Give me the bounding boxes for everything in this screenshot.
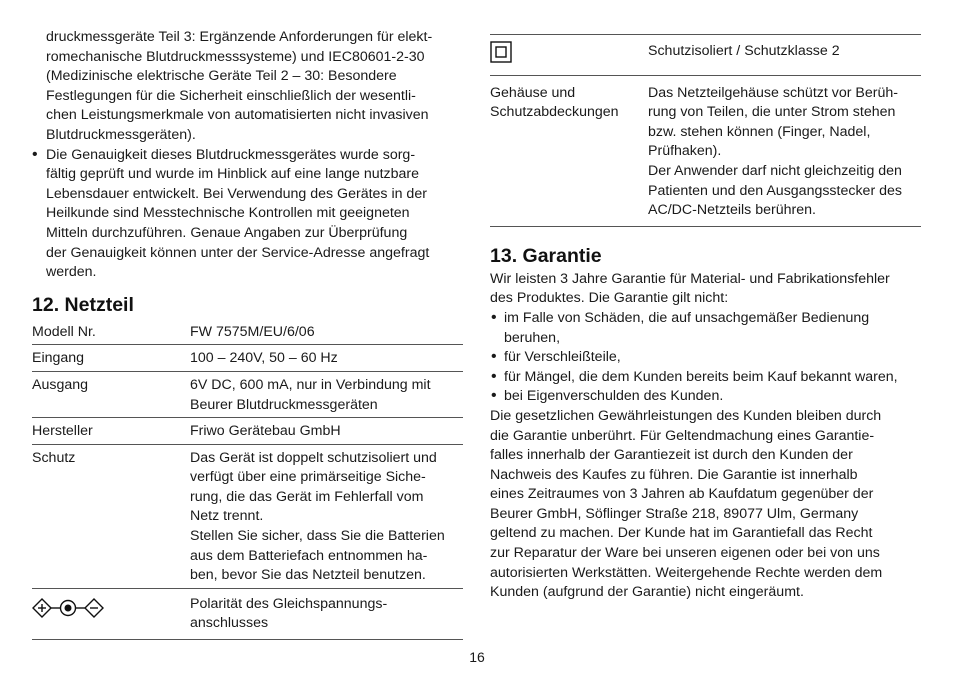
text-line: autorisierten Werkstätten. Weitergehende Rechte werden dem — [490, 564, 883, 581]
row-value — [648, 75, 921, 226]
text-line: der Genauigkeit können unter der Service-Adresse angefragt — [46, 244, 430, 261]
value-line: Polarität des Gleichspannungs- — [190, 595, 388, 612]
value-line: rung, die das Gerät im Fehlerfall vom — [190, 488, 424, 505]
table-row — [32, 418, 463, 445]
row-value — [190, 444, 463, 588]
text-line: geltend zu machen. Der Kunde hat im Garantiefall das Recht — [490, 525, 873, 542]
protection-table — [490, 34, 921, 227]
standards-continuation — [32, 0, 463, 146]
text-line: Wir leisten 3 Jahre Garantie für Material- und Fabrikationsfehler — [490, 270, 890, 287]
value-line: Das Netzteilgehäuse schützt vor Berüh- — [648, 84, 898, 101]
value-line: Patienten und den Ausgangsstecker des — [648, 182, 902, 199]
text-line: chen Leistungsmerkmale von automatisierten nicht invasiven — [46, 107, 429, 124]
value-line: ben, bevor Sie das Netzteil benutzen. — [190, 567, 426, 584]
text-line: fältig geprüft und wurde im Hinblick auf eine lange nutzbare — [46, 166, 420, 183]
text-line: falles innerhalb der Garantiezeit ist durch den Kunden der — [490, 447, 853, 464]
value-line: Der Anwender darf nicht gleichzeitig den — [648, 162, 902, 179]
row-label: Modell Nr. — [32, 319, 190, 345]
page-number: 16 — [469, 649, 485, 665]
text-line: eines Zeitraumes von 3 Jahren ab Kaufdatum gegenüber der — [490, 486, 874, 503]
row-label — [490, 75, 648, 226]
row-value — [190, 371, 463, 417]
text-line: • für Mängel, die dem Kunden bereits beim Kauf bekannt waren, — [504, 368, 898, 385]
value-line: 100 – 240V, 50 – 60 Hz — [190, 350, 338, 367]
warranty-paragraph — [490, 407, 921, 603]
text-line: romechanische Blutdruckmesssysteme) und IEC80601-2-30 — [46, 48, 425, 65]
row-label: Hersteller — [32, 418, 190, 445]
value-line: Prüfhaken). — [648, 143, 722, 160]
row-value — [190, 345, 463, 372]
value-line: Netz trennt. — [190, 508, 264, 525]
value-line: aus dem Batteriefach entnommen ha- — [190, 547, 428, 564]
accuracy-bullet — [32, 146, 463, 283]
text-line: • für Verschleißteile, — [504, 349, 621, 366]
value-line: Friwo Gerätebau GmbH — [190, 423, 341, 440]
row-value — [648, 35, 921, 76]
text-line: Festlegungen für die Sicherheit einschließlich der wesentli- — [46, 87, 416, 104]
dc-polarity-icon — [32, 597, 104, 619]
row-label: Eingang — [32, 345, 190, 372]
text-line: druckmessgeräte Teil 3: Ergänzende Anforderungen für elekt- — [46, 29, 433, 45]
text-line: die Garantie unberührt. Für Geltendmachung eines Garantie- — [490, 427, 875, 444]
warranty-bullet — [490, 348, 921, 368]
value-line: Schutzisoliert / Schutzklasse 2 — [648, 43, 840, 59]
left-column — [32, 0, 463, 640]
value-line: Stellen Sie sicher, dass Sie die Batterien — [190, 528, 445, 545]
value-line: Das Gerät ist doppelt schutzisoliert und — [190, 449, 437, 466]
table-row — [32, 588, 463, 639]
protection-class-2-icon — [490, 41, 512, 63]
table-row — [490, 75, 921, 226]
text-line: Lebensdauer entwickelt. Bei Verwendung des Gerätes in der — [46, 185, 427, 202]
text-line: • bei Eigenverschulden des Kunden. — [504, 388, 724, 405]
text-line: (Medizinische elektrische Geräte Teil 2 – 30: Besondere — [46, 68, 397, 85]
value-line: AC/DC-Netzteils berühren. — [648, 202, 816, 219]
section-heading-garantie: 13. Garantie — [490, 244, 602, 267]
text-line: Heilkunde sind Messtechnische Kontrollen mit geeigneten — [46, 205, 410, 222]
warranty-bullet — [490, 368, 921, 388]
text-line: zur Reparatur der Ware bei unseren eigenen oder bei von uns — [490, 545, 880, 562]
value-line: Beurer Blutdruckmessgeräten — [190, 396, 378, 413]
value-line: anschlusses — [190, 615, 269, 632]
text-line: Beurer GmbH, Söflinger Straße 218, 89077 Ulm, Germany — [490, 505, 859, 522]
text-line: Blutdruckmessgeräten). — [46, 126, 196, 143]
text-line: • Die Genauigkeit dieses Blutdruckmessgerätes wurde sorg- — [46, 146, 416, 163]
value-line: verfügt über eine primärseitige Siche- — [190, 469, 426, 486]
text-line: Mitteln durchzuführen. Genaue Angaben zur Überprüfung — [46, 224, 408, 241]
value-line: bzw. stehen können (Finger, Nadel, — [648, 123, 871, 140]
text-line: beruhen, — [504, 329, 561, 346]
warranty-bullet — [490, 387, 921, 407]
text-line: werden. — [46, 264, 97, 281]
text-line: • im Falle von Schäden, die auf unsachgemäßer Bedienung — [504, 309, 870, 326]
row-value — [190, 588, 463, 639]
text-line: Die gesetzlichen Gewährleistungen des Kunden bleiben durch — [490, 407, 882, 424]
polarity-symbol-cell — [32, 588, 190, 639]
value-line: rung von Teilen, die unter Strom stehen — [648, 104, 896, 121]
warranty-intro — [490, 270, 921, 309]
section-heading-netzteil: 12. Netzteil — [32, 293, 134, 316]
value-line: 6V DC, 600 mA, nur in Verbindung mit — [190, 376, 431, 393]
text-line: Kunden (aufgrund der Garantie) nicht eingeräumt. — [490, 584, 804, 601]
right-column — [490, 0, 921, 603]
class2-symbol-cell — [490, 35, 648, 76]
row-value — [190, 319, 463, 345]
table-row — [32, 444, 463, 588]
power-supply-table — [32, 319, 463, 640]
row-value — [190, 418, 463, 445]
label-line: Gehäuse und — [490, 84, 576, 101]
value-line: FW 7575M/EU/6/06 — [190, 323, 315, 340]
label-line: Schutzabdeckungen — [490, 104, 619, 121]
warranty-bullet — [490, 309, 921, 348]
text-line: Nachweis des Kaufes zu führen. Die Garantie ist innerhalb — [490, 466, 858, 483]
table-row — [32, 371, 463, 417]
row-label: Ausgang — [32, 371, 190, 417]
row-label: Schutz — [32, 444, 190, 588]
text-line: des Produktes. Die Garantie gilt nicht: — [490, 290, 729, 307]
table-row — [490, 35, 921, 76]
table-row — [32, 319, 463, 345]
table-row — [32, 345, 463, 372]
